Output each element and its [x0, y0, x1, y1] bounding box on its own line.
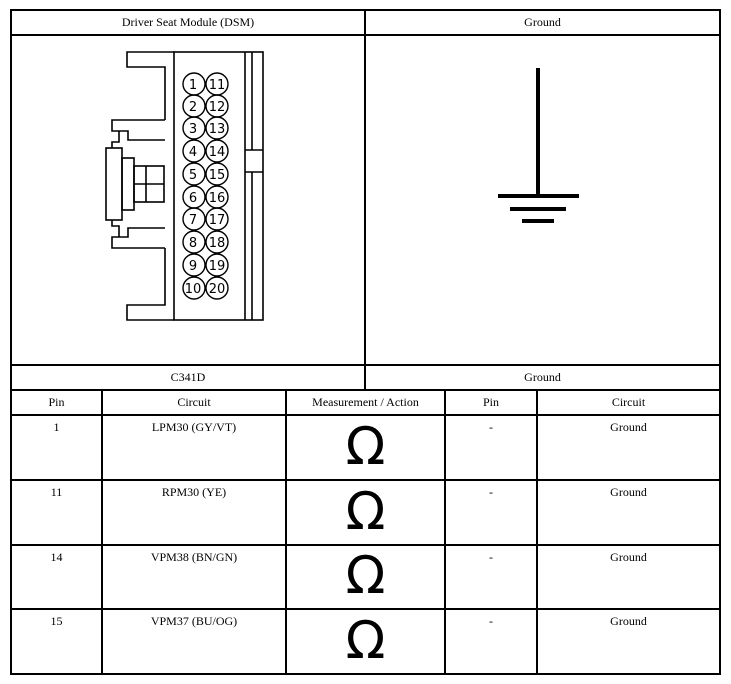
circuit-cell: VPM38 (BN/GN): [150, 550, 238, 564]
pin-label: 10: [184, 282, 202, 297]
column-header-circuit-2: Circuit: [611, 395, 646, 409]
ground-caption: Ground: [524, 370, 561, 384]
pin-label: 2: [188, 100, 198, 115]
pin-label: 9: [188, 259, 198, 274]
ground-title: Ground: [524, 15, 561, 29]
pin-label: 19: [208, 259, 226, 274]
circuit-cell: VPM37 (BU/OG): [150, 614, 238, 628]
pin-cell: 11: [50, 485, 63, 499]
column-header-circuit: Circuit: [177, 395, 211, 409]
pin-label: 6: [188, 191, 198, 206]
pin-label: 18: [208, 236, 226, 251]
pin-label: 5: [188, 168, 198, 183]
circuit-cell-2: Ground: [610, 614, 647, 628]
pin-label: 4: [188, 145, 198, 160]
connector-id-caption: C341D: [170, 370, 206, 384]
pin-cell: 14: [50, 550, 63, 564]
circuit-cell: LPM30 (GY/VT): [151, 420, 237, 434]
pin-label: 3: [188, 122, 198, 137]
pin-label: 11: [208, 78, 226, 93]
pin-label: 20: [208, 282, 226, 297]
column-header-pin: Pin: [48, 395, 65, 409]
ohm-icon: Ω: [345, 611, 386, 671]
pin-label: 13: [208, 122, 226, 137]
ohm-icon: Ω: [345, 482, 386, 542]
circuit-cell-2: Ground: [610, 485, 647, 499]
pin-label: 16: [208, 191, 226, 206]
ohm-icon: Ω: [345, 546, 386, 606]
circuit-cell: RPM30 (YE): [161, 485, 227, 499]
ohm-icon: Ω: [345, 417, 386, 477]
column-header-pin-2: Pin: [482, 395, 499, 409]
pin-label: 7: [188, 213, 198, 228]
circuit-cell-2: Ground: [610, 420, 647, 434]
pin-cell-2: -: [489, 614, 493, 628]
pin-cell-2: -: [489, 420, 493, 434]
pin-label: 12: [208, 100, 226, 115]
ground-symbol-icon: [490, 60, 590, 230]
pin-label: 14: [208, 145, 226, 160]
pin-cell: 15: [50, 614, 63, 628]
pin-cell-2: -: [489, 485, 493, 499]
circuit-cell-2: Ground: [610, 550, 647, 564]
pin-label: 15: [208, 168, 226, 183]
pin-label: 17: [208, 213, 226, 228]
pin-cell-2: -: [489, 550, 493, 564]
connector-20pin-icon: [100, 45, 275, 330]
component-title: Driver Seat Module (DSM): [121, 15, 255, 29]
pin-label: 1: [188, 78, 198, 93]
pin-cell: 1: [53, 420, 60, 434]
column-header-measurement: Measurement / Action: [312, 395, 419, 409]
pin-label: 8: [188, 236, 198, 251]
